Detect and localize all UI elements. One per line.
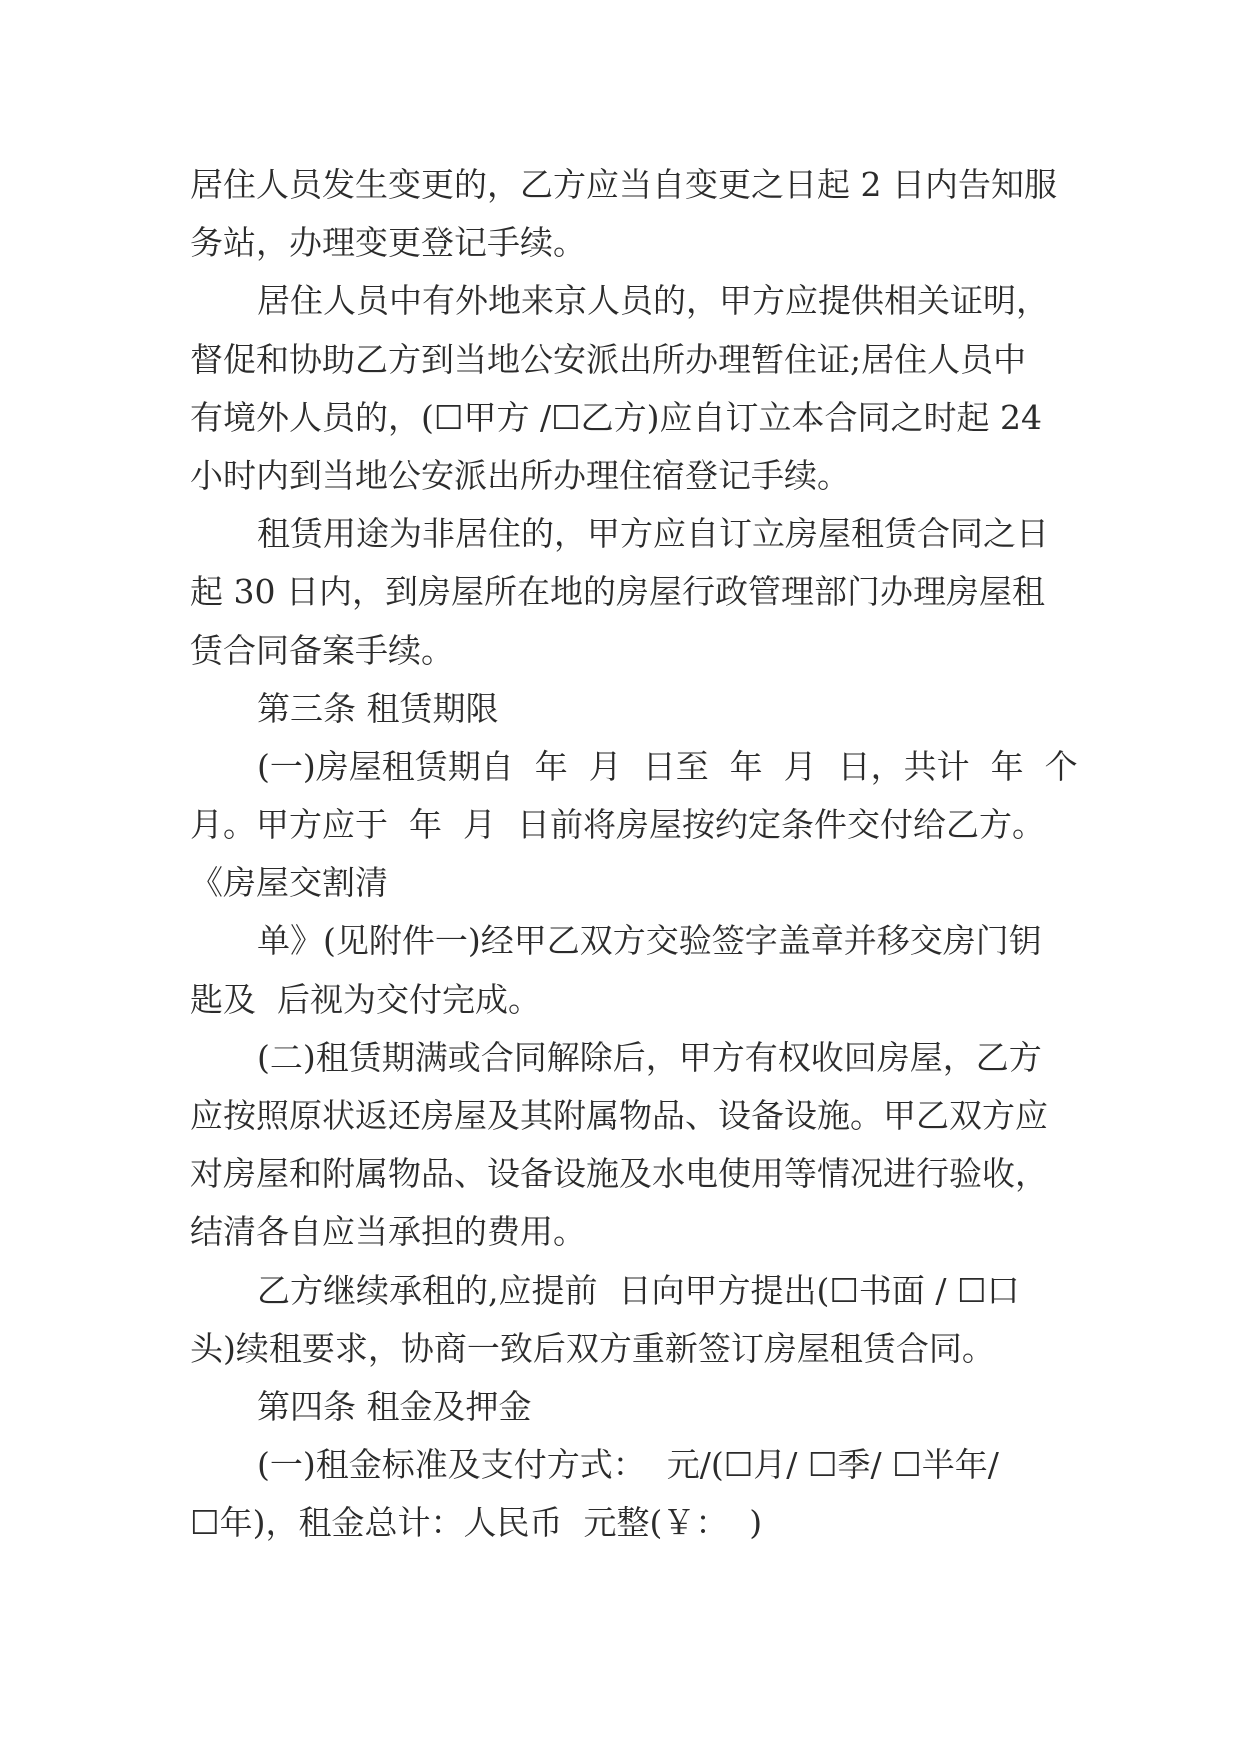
text-line: 对房屋和附属物品、设备设施及水电使用等情况进行验收， — [190, 1154, 1048, 1194]
text-line: (一)房屋租赁期自 年 月 日至 年 月 日，共计 年 个 — [257, 746, 1078, 786]
text-line: 结清各自应当承担的费用。 — [190, 1212, 586, 1252]
text-line: 有境外人员的，(☐甲方 /☐乙方)应自订立本合同之时起 24 — [190, 397, 1043, 437]
text-line: 匙及 后视为交付完成。 — [190, 979, 541, 1019]
section-heading: 第四条 租金及押金 — [257, 1386, 532, 1426]
text-line: 督促和协助乙方到当地公安派出所办理暂住证;居住人员中 — [190, 339, 1027, 379]
text-line: 单》(见附件一)经甲乙双方交验签字盖章并移交房门钥 — [257, 921, 1042, 961]
text-line: 起 30 日内，到房屋所在地的房屋行政管理部门办理房屋租 — [190, 572, 1045, 612]
text-line: (一)租金标准及支付方式： 元/(☐月/ ☐季/ ☐半年/ — [257, 1445, 999, 1485]
contract-text — [190, 156, 1078, 1553]
text-line: 小时内到当地公安派出所办理住宿登记手续。 — [190, 455, 850, 495]
section-heading: 第三条 租赁期限 — [257, 688, 499, 728]
text-line: 务站，办理变更登记手续。 — [190, 223, 586, 263]
text-line: 《房屋交割清 — [190, 863, 388, 903]
text-line: 赁合同备案手续。 — [190, 630, 454, 670]
text-line: (二)租赁期满或合同解除后，甲方有权收回房屋，乙方 — [257, 1037, 1042, 1077]
text-line: 居住人员发生变更的，乙方应当自变更之日起 2 日内告知服 — [190, 165, 1057, 204]
text-line: 月。甲方应于 年 月 日前将房屋按约定条件交付给乙方。 — [190, 805, 1045, 845]
text-line: 应按照原状返还房屋及其附属物品、设备设施。甲乙双方应 — [190, 1096, 1048, 1135]
text-line: 头)续租要求，协商一致后双方重新签订房屋租赁合同。 — [190, 1328, 995, 1368]
text-line: ☐年)，租金总计：人民币 元整(￥： ) — [190, 1503, 763, 1543]
text-line: 居住人员中有外地来京人员的，甲方应提供相关证明， — [257, 281, 1049, 321]
text-line: 租赁用途为非居住的，甲方应自订立房屋租赁合同之日 — [257, 514, 1049, 554]
text-line: 乙方继续承租的,应提前 日向甲方提出(☐书面 / ☐口 — [257, 1270, 1020, 1310]
